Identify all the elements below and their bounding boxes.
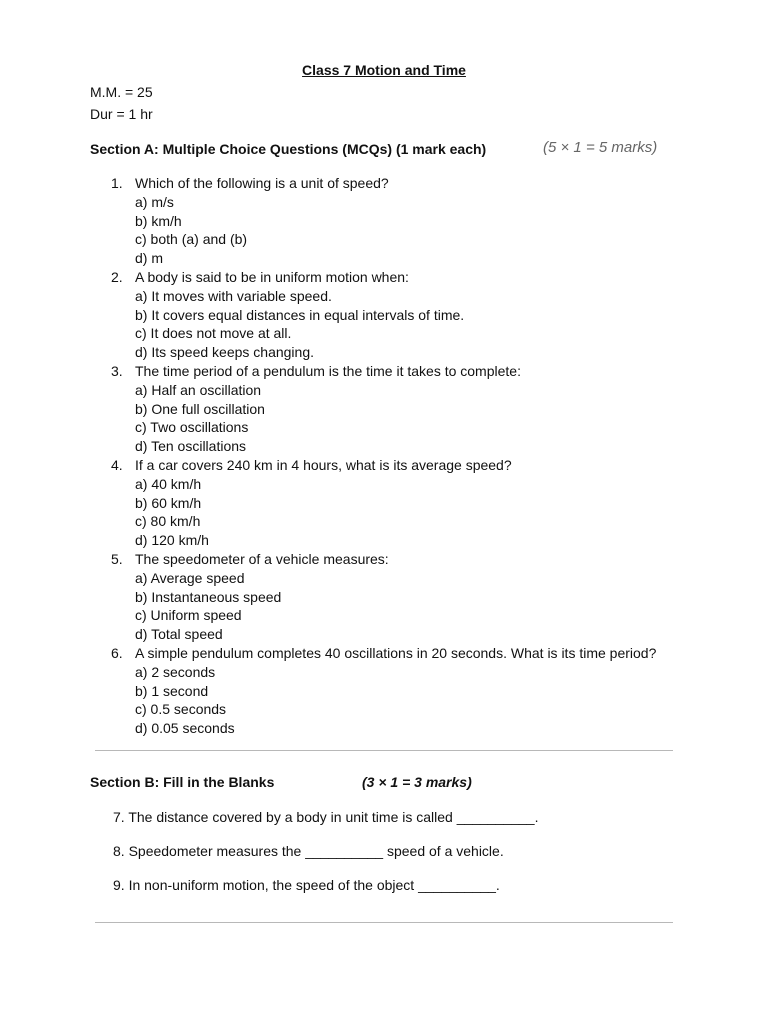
option-b: b) 60 km/h [135, 494, 202, 511]
question-number: 1. [111, 175, 123, 191]
option-c: c) 80 km/h [135, 513, 201, 530]
option-a: a) Average speed [135, 569, 245, 586]
question-text: Which of the following is a unit of speed? [135, 175, 389, 191]
option-b: b) It covers equal distances in equal intervals of time. [135, 306, 465, 323]
duration: Dur = 1 hr [90, 106, 153, 122]
option-d: d) Its speed keeps changing. [135, 344, 315, 361]
option-c: c) 0.5 seconds [135, 701, 227, 718]
option-b: b) 1 second [135, 682, 209, 699]
option-a: a) 2 seconds [135, 663, 216, 680]
option-d: d) Total speed [135, 626, 223, 643]
question-number: 5. [111, 550, 123, 567]
option-c: c) It does not move at all. [135, 325, 292, 342]
question-5 [0, 550, 768, 644]
option-a: a) It moves with variable speed. [135, 287, 332, 304]
option-d: d) 120 km/h [135, 532, 209, 549]
option-a: a) 40 km/h [135, 475, 202, 492]
max-marks: M.M. = 25 [90, 84, 153, 100]
option-c: c) both (a) and (b) [135, 231, 248, 248]
question-text: If a car covers 240 km in 4 hours, what is its average speed? [135, 456, 512, 473]
option-d: d) m [135, 250, 163, 267]
question-3 [0, 362, 768, 456]
option-d: d) Ten oscillations [135, 438, 247, 455]
question-text: The speedometer of a vehicle measures: [135, 550, 389, 567]
section-divider [95, 922, 673, 923]
question-text: A body is said to be in uniform motion when: [135, 268, 409, 285]
option-c: c) Uniform speed [135, 607, 242, 624]
question-number: 6. [111, 644, 123, 661]
section-b-marks: (3 × 1 = 3 marks) [362, 774, 472, 790]
fill-question-8: 8. Speedometer measures the __________ speed of a vehicle. [113, 843, 504, 859]
question-text: A simple pendulum completes 40 oscillations in 20 seconds. What is its time period? [135, 644, 657, 661]
question-4 [0, 456, 768, 550]
fill-question-9: 9. In non-uniform motion, the speed of the object __________. [113, 877, 500, 893]
fill-question-7: 7. The distance covered by a body in unit time is called __________. [113, 809, 539, 825]
option-b: b) km/h [135, 212, 182, 229]
mcq-list [0, 174, 768, 738]
section-b-heading: Section B: Fill in the Blanks [90, 774, 275, 790]
question-number: 3. [111, 362, 123, 379]
option-d: d) 0.05 seconds [135, 720, 235, 737]
question-number: 4. [111, 456, 123, 473]
question-2 [0, 268, 768, 362]
section-divider [95, 750, 673, 751]
page-title: Class 7 Motion and Time [302, 62, 466, 78]
question-6 [0, 644, 768, 738]
question-1 [0, 174, 768, 268]
option-a: a) m/s [135, 193, 174, 210]
section-a-heading: Section A: Multiple Choice Questions (MCQs) (1 mark each) [90, 141, 487, 157]
option-c: c) Two oscillations [135, 419, 249, 436]
option-b: b) Instantaneous speed [135, 588, 282, 605]
option-b: b) One full oscillation [135, 400, 265, 417]
question-text: The time period of a pendulum is the time it takes to complete: [135, 362, 521, 379]
question-number: 2. [111, 268, 123, 285]
option-a: a) Half an oscillation [135, 381, 262, 398]
section-a-marks: (5 × 1 = 5 marks) [543, 139, 658, 156]
